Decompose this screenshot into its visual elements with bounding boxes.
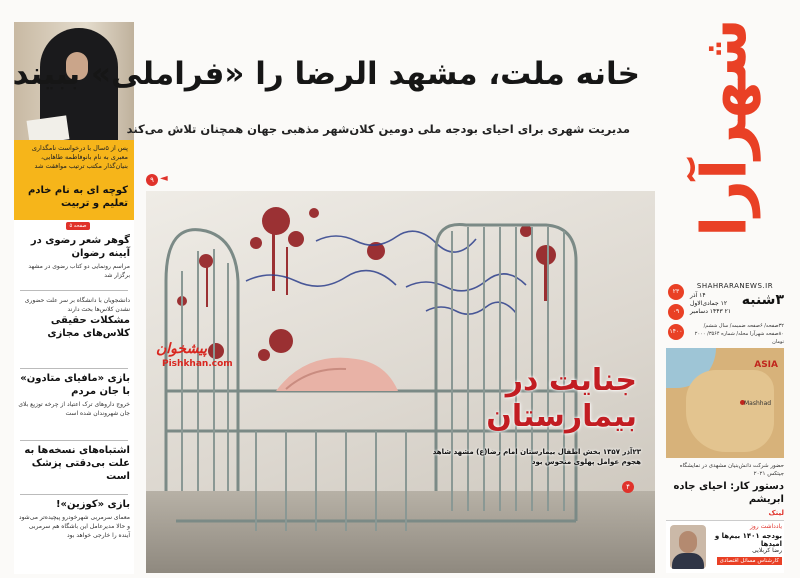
left-news-title: مشکلات حقیقی کلاس‌های مجازی: [47, 315, 130, 339]
left-news-title: اشتباه‌های نسخه‌ها به علت بی‌دقتی پزشک است: [24, 445, 130, 482]
date-circle: ۱۴۰۰: [668, 324, 684, 340]
left-news-1[interactable]: [18, 234, 130, 280]
date-circle: ۰۹: [668, 304, 684, 320]
divider: [20, 368, 128, 369]
map-caption: حضور شرکت دانش‌بنیان مشهدی در نمایشگاه جیتکس ۲۰۲۱: [679, 463, 784, 477]
featured-title: کوچه ای به نام خادم تعلیم و تربیت: [28, 185, 128, 209]
author-avatar: [670, 525, 706, 569]
left-news-5[interactable]: [18, 498, 130, 540]
left-news-summary: خروج داروهای ترک اعتیاد از چرخه توزیع بلای جان شهروندان شده است: [18, 401, 130, 417]
watermark-logo: پیشخوان: [156, 341, 208, 357]
divider: [20, 494, 128, 495]
main-headline[interactable]: خانه ملت، مشهد الرضا را «فراملی» ببیند: [12, 56, 640, 92]
author-role: کارشناس مسائل اقتصادی: [717, 557, 782, 565]
site-url[interactable]: SHAHRARANEWS.IR: [696, 282, 774, 290]
author-name: رضا کربلایی: [752, 547, 782, 554]
issue-meta: ۳۲صفحه/ ۶صفحه ضمیمه/ سال ششم/ ۸۰صفحه شهرآرا محله/ شماره ۳۵۶۴/ ۲۰۰۰ تومان: [694, 323, 784, 345]
map-city: Mashhad: [744, 400, 772, 407]
side-tag: لینک: [768, 509, 784, 517]
main-story-photo[interactable]: [146, 191, 655, 573]
opinion-label: یادداشت روز: [749, 523, 782, 530]
main-story-page: ۴: [622, 481, 634, 493]
opinion-title: بودجه ۱۴۰۱ بیم‌ها و امیدها: [714, 532, 782, 548]
left-news-title: گوهر شعر رضوی در آیینه رضوان: [30, 235, 130, 259]
left-column: [14, 22, 134, 574]
divider: [20, 290, 128, 291]
left-news-title: بازی «مافیای متادون» با جان مردم: [20, 373, 130, 397]
map-label: ASIA: [754, 360, 778, 370]
date-circle: ۲۳: [668, 284, 684, 300]
left-news-3[interactable]: [18, 372, 130, 418]
main-story-caption: ۲۳آذر ۱۳۵۷ بخش اطفال بیمارستان امام رضا(ع) مشهد شاهد هجوم عوامل پهلوی منحوس بود: [432, 448, 641, 466]
date-block: [686, 292, 784, 316]
opinion-box[interactable]: [666, 520, 784, 573]
featured-box[interactable]: [14, 140, 134, 220]
sub-headline: مدیریت شهری برای احیای بودجه ملی دومین کلان‌شهر مذهبی جهان همچنان تلاش می‌کند: [126, 122, 630, 136]
headline-page-number: ۹: [146, 174, 158, 186]
date-lines: ۱۴ آذر ۱۲ جمادی‌الاول ۲۱ ۱۴۴۳ دسامبر: [690, 292, 732, 315]
watermark-url: Pishkhan.com: [162, 359, 233, 369]
featured-page-tag: صفحه ۵: [66, 222, 90, 230]
main-story-title[interactable]: جنایت در بیمارستان: [486, 363, 637, 434]
arrow-icon: ◄: [160, 173, 168, 184]
divider: [20, 440, 128, 441]
side-headline[interactable]: دستور کار: احیای جاده ابریشم: [673, 481, 784, 505]
left-news-summary: دانشجویان با دانشگاه بر سر علت حضوری نشدن کلاس‌ها بحث دارند: [24, 297, 130, 313]
left-news-title: بازی «کوزین»!: [56, 499, 130, 510]
left-news-summary: معمای سرمربی شهرخودرو پیچیده‌تر می‌شود و حالا مدیرعامل این باشگاه هم سرمربی آینده را خارجی خواهد بود: [18, 514, 130, 539]
day-name: ۳شنبه: [741, 292, 784, 308]
left-news-2[interactable]: [18, 294, 130, 340]
asia-map-photo[interactable]: [666, 348, 784, 458]
newspaper-logo: شهرآرا: [687, 18, 761, 238]
left-news-4[interactable]: [18, 444, 130, 483]
left-news-summary: مراسم رونمایی دو کتاب رضوی در مشهد برگزار شد: [28, 263, 130, 279]
featured-caption: پس از ۵سال با درخواست نامگذاری معبری به نام بانوفاطمه طاهایی، بنیان‌گذار مکتب ترتیب موافقت شد: [31, 144, 128, 170]
